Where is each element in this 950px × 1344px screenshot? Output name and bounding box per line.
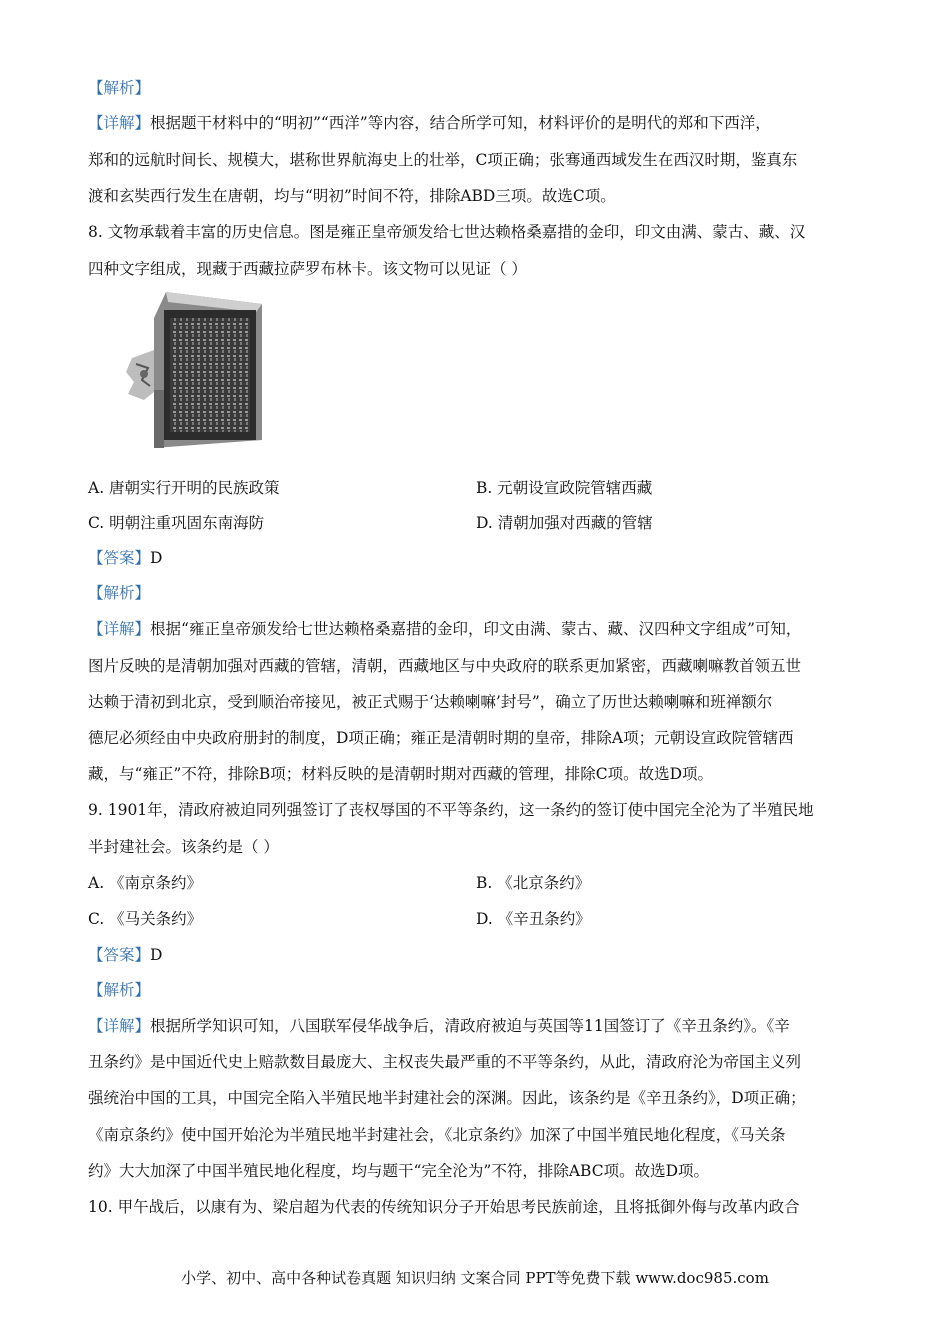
q9-answer xyxy=(88,945,162,965)
detail-text: 德尼必须经由中央政府册封的制度，D项正确；雍正是清朝时期的皇帝，排除A项；元朝设宣政院管辖西 xyxy=(88,729,794,747)
question-9-stem xyxy=(88,837,279,857)
question-text: 9. 1901年，清政府被迫同列强签订了丧权辱国的不平等条约，这一条约的签订使中国完全沦为了半殖民地 xyxy=(88,801,814,819)
q9-detail-line xyxy=(88,1161,709,1181)
q9-option-b: B. 《北京条约》 xyxy=(476,874,591,892)
question-text: 半封建社会。该条约是（ ） xyxy=(88,838,279,856)
q8-detail-line xyxy=(88,692,772,712)
q8-answer xyxy=(88,548,162,568)
q9-detail-line xyxy=(88,1052,801,1072)
answer-tag: 【答案】 xyxy=(88,946,151,964)
q9-detail-line xyxy=(88,1125,786,1145)
q9-option-a: A. 《南京条约》 xyxy=(88,874,203,892)
analysis-tag: 【解析】 xyxy=(88,79,151,97)
analysis-label xyxy=(88,78,150,98)
question-8-stem xyxy=(88,259,527,279)
page-footer: 小学、初中、高中各种试卷真题 知识归纳 文案合同 PPT等免费下载 www.doc985.com xyxy=(181,1269,769,1287)
detail-text: 郑和的远航时间长、规模大，堪称世界航海史上的壮举，C项正确；张骞通西域发生在西汉时期，鉴真东 xyxy=(88,151,798,169)
question-text: 8. 文物承载着丰富的历史信息。图是雍正皇帝颁发给七世达赖格桑嘉措的金印，印文由满、蒙古、藏、汉 xyxy=(88,223,806,241)
question-8-stem xyxy=(88,222,805,242)
detail-tag: 【详解】 xyxy=(88,1017,151,1035)
q8-option-b: B. 元朝设宣政院管辖西藏 xyxy=(476,479,653,497)
detail-text: 根据所学知识可知，八国联军侵华战争后，清政府被迫与英国等11国签订了《辛丑条约》。《辛 xyxy=(150,1017,790,1035)
detail-text: 《南京条约》使中国开始沦为半殖民地半封建社会，《北京条约》加深了中国半殖民地化程度，《马关条 xyxy=(88,1126,786,1144)
detail-tag: 【详解】 xyxy=(88,114,151,132)
detail-text: 藏，与“雍正”不符，排除B项；材料反映的是清朝时期对西藏的管理，排除C项。故选D项。 xyxy=(88,765,714,783)
answer-value: D xyxy=(150,549,163,567)
detail-text: 约》大大加深了中国半殖民地化程度，均与题干“完全沦为”不符，排除ABC项。故选D项。 xyxy=(88,1162,710,1180)
q8-detail-line xyxy=(88,728,794,748)
question-text: 四种文字组成，现藏于西藏拉萨罗布林卡。该文物可以见证（ ） xyxy=(88,260,527,278)
question-9-stem xyxy=(88,800,814,820)
q8-option-a: A. 唐朝实行开明的民族政策 xyxy=(88,479,280,497)
golden-seal-image xyxy=(124,290,264,450)
detail-text: 达赖于清初到北京，受到顺治帝接见，被正式赐于‘达赖喇嘛’封号”，确立了历世达赖喇嘛和班禅额尔 xyxy=(88,693,773,711)
q8-detail-line xyxy=(88,764,713,784)
detail-paragraph-line xyxy=(88,186,616,206)
q8-analysis-label xyxy=(88,583,150,603)
answer-value: D xyxy=(150,946,163,964)
detail-text: 丑条约》是中国近代史上赔款数目最庞大、主权丧失最严重的不平等条约，从此，清政府沦为帝国主义列 xyxy=(88,1053,802,1071)
q9-detail-line xyxy=(88,1088,806,1108)
q9-detail-line xyxy=(88,1016,790,1036)
analysis-tag: 【解析】 xyxy=(88,584,151,602)
detail-text: 根据题干材料中的“明初”“西洋”等内容，结合所学可知，材料评价的是明代的郑和下西洋， xyxy=(150,114,771,132)
detail-text: 根据“雍正皇帝颁发给七世达赖格桑嘉措的金印，印文由满、蒙古、藏、汉四种文字组成”可知， xyxy=(150,620,802,638)
analysis-tag: 【解析】 xyxy=(88,981,151,999)
q8-detail-line xyxy=(88,619,801,639)
detail-paragraph-line xyxy=(88,150,797,170)
q8-detail-line xyxy=(88,656,801,676)
answer-tag: 【答案】 xyxy=(88,549,151,567)
detail-text: 强统治中国的工具，中国完全陷入半殖民地半封建社会的深渊。因此，该条约是《辛丑条约》，D项正确； xyxy=(88,1089,806,1107)
question-10-stem xyxy=(88,1197,800,1217)
detail-tag: 【详解】 xyxy=(88,620,151,638)
detail-paragraph-line xyxy=(88,113,771,133)
q9-option-c: C. 《马关条约》 xyxy=(88,910,203,928)
q9-option-d: D. 《辛丑条约》 xyxy=(476,910,591,928)
question-text: 10. 甲午战后，以康有为、梁启超为代表的传统知识分子开始思考民族前途，且将抵御外侮与改革内政合 xyxy=(88,1198,800,1216)
q9-analysis-label xyxy=(88,980,150,1000)
detail-text: 图片反映的是清朝加强对西藏的管辖，清朝，西藏地区与中央政府的联系更加紧密，西藏喇嘛教首领五世 xyxy=(88,657,802,675)
q8-option-d: D. 清朝加强对西藏的管辖 xyxy=(476,514,653,532)
q8-option-c: C. 明朝注重巩固东南海防 xyxy=(88,514,265,532)
detail-text: 渡和玄奘西行发生在唐朝，均与“明初”时间不符，排除ABD三项。故选C项。 xyxy=(88,187,616,205)
